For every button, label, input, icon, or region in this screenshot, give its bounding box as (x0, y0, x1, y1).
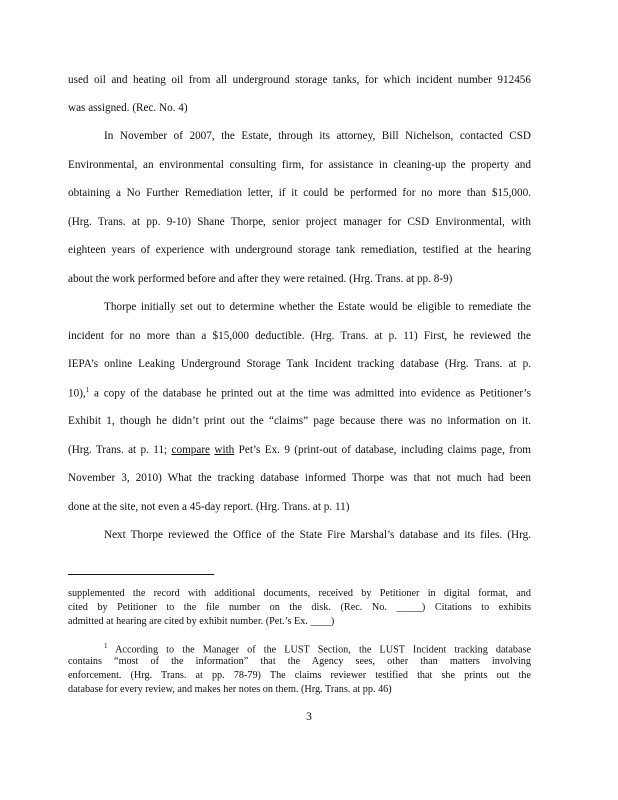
body-line: obtaining a No Further Remediation letter, if it could be performed for no more than $15,000. (68, 187, 531, 199)
footnote-line: database for every review, and makes her notes on them. (Hrg. Trans. at pp. 46) (68, 684, 392, 695)
page-number: 3 (306, 711, 312, 723)
body-line: was assigned. (Rec. No. 4) (68, 102, 188, 114)
compare-signal: compare (171, 444, 211, 456)
footnote-line: supplemented the record with additional documents, received by Petitioner in digital format, and (68, 588, 531, 599)
body-line (68, 387, 531, 400)
body-line: incident for no more than a $15,000 deductible. (Hrg. Trans. at p. 11) First, he reviewed the (68, 330, 531, 342)
footnote-marker-1: 1 (104, 642, 108, 650)
line-rest: a copy of the database he printed out at the time was admitted into evidence as Petitioner’s (89, 387, 531, 400)
body-line: Environmental, an environmental consulting firm, for assistance in cleaning-up the property and (68, 159, 531, 171)
body-line: Thorpe initially set out to determine whether the Estate would be eligible to remediate the (104, 301, 531, 313)
body-line: Next Thorpe reviewed the Office of the State Fire Marshal’s database and its files. (Hrg. (104, 529, 531, 541)
footnote-line: cited by Petitioner to the file number on the disk. (Rec. No. _____) Citations to exhibits (68, 602, 531, 613)
body-line: (Hrg. Trans. at pp. 9-10) Shane Thorpe, senior project manager for CSD Environmental, with (68, 216, 531, 228)
footnote-ref-1: 1 (85, 386, 90, 394)
body-line: IEPA’s online Leaking Underground Storage Tank Incident tracking database (Hrg. Trans. at p. (68, 358, 531, 370)
line-rest: Pet’s Ex. 9 (print-out of database, including claims page, from (234, 444, 532, 456)
line-start: 10), (68, 387, 86, 400)
line-start: (Hrg. Trans. at p. 11; (68, 444, 168, 456)
body-line: done at the site, not even a 45-day report. (Hrg. Trans. at p. 11) (68, 501, 350, 513)
body-line: used oil and heating oil from all underground storage tanks, for which incident number 912456 (68, 74, 531, 86)
with-signal: with (214, 444, 235, 456)
footnote-line: contains “most of the information” that the Agency sees, other than matters involving (68, 656, 531, 667)
body-line: In November of 2007, the Estate, through its attorney, Bill Nichelson, contacted CSD (104, 130, 531, 142)
footnote-text: According to the Manager of the LUST Section, the LUST Incident tracking database (115, 644, 531, 656)
footnote-line: admitted at hearing are cited by exhibit number. (Pet.’s Ex. ____) (68, 616, 335, 627)
body-line: November 3, 2010) What the tracking database informed Thorpe was that not much had been (68, 472, 531, 484)
footnote-line: enforcement. (Hrg. Trans. at pp. 78-79) The claims reviewer testified that she prints out the (68, 670, 531, 681)
body-line: about the work performed before and after they were retained. (Hrg. Trans. at pp. 8-9) (68, 273, 453, 285)
footnote-line (104, 643, 531, 656)
body-line: eighteen years of experience with underground storage tank remediation, testified at the hearing (68, 244, 531, 256)
body-line: Exhibit 1, though he didn’t print out the “claims” page because there was no information on it. (68, 415, 531, 427)
footnote-separator (68, 574, 214, 575)
body-line (68, 445, 531, 456)
